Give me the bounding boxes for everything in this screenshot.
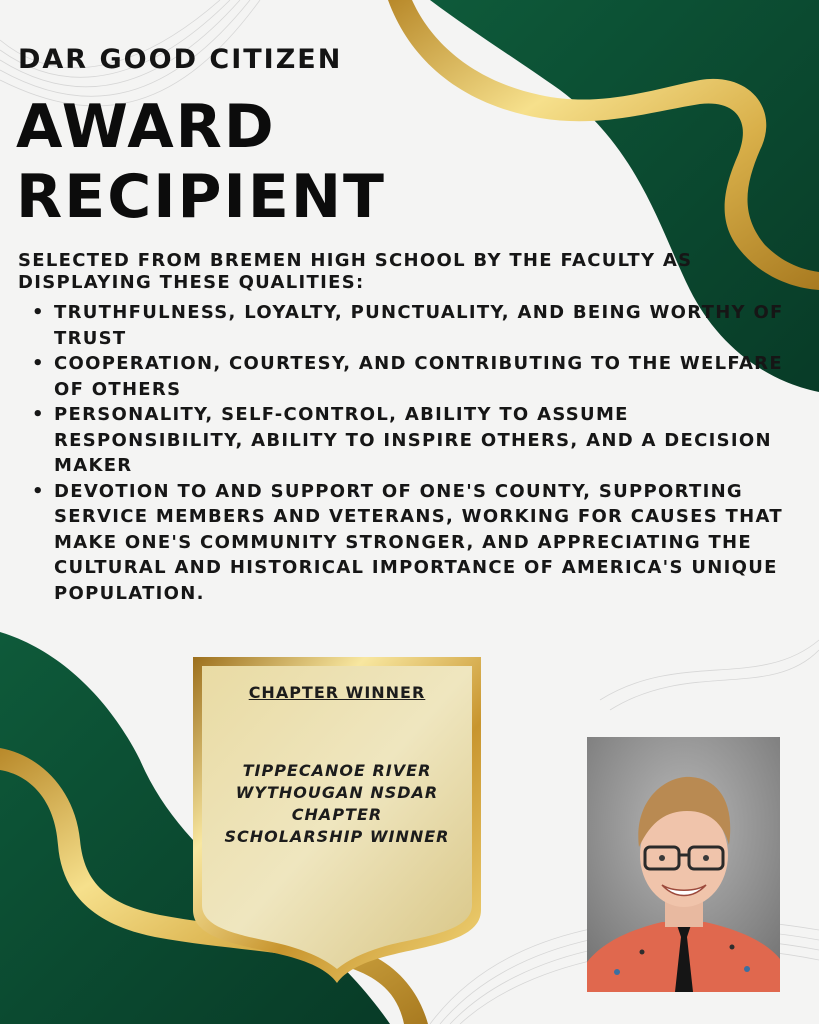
quality-item: • TRUTHFULNESS, LOYALTY, PUNCTUALITY, AND BEING WORTHY OF TRUST: [32, 300, 792, 351]
scholarship-text: [200, 760, 474, 848]
student-photo: [587, 737, 780, 992]
award-title: [16, 92, 386, 232]
award-title-line2: RECIPIENT: [16, 162, 386, 232]
selection-intro: SELECTED FROM BREMEN HIGH SCHOOL BY THE FACULTY AS DISPLAYING THESE QUALITIES:: [18, 250, 693, 293]
award-title-line1: AWARD: [16, 92, 276, 162]
quality-item: • COOPERATION, COURTESY, AND CONTRIBUTING TO THE WELFARE OF OTHERS: [32, 351, 792, 402]
scholarship-line: CHAPTER: [291, 805, 383, 824]
award-kicker: DAR GOOD CITIZEN: [18, 44, 343, 75]
chapter-winner-heading: CHAPTER WINNER: [248, 683, 426, 702]
quality-item: • PERSONALITY, SELF-CONTROL, ABILITY TO ASSUME RESPONSIBILITY, ABILITY TO INSPIRE OTHERS, AND A DECISION MAKER: [32, 402, 792, 479]
scholarship-line: TIPPECANOE RIVER: [242, 761, 432, 780]
qualities-list: [32, 300, 792, 606]
quality-item: • DEVOTION TO AND SUPPORT OF ONE'S COUNTY, SUPPORTING SERVICE MEMBERS AND VETERANS, WORKING FOR CAUSES THAT MAKE ONE'S COMMUNITY STRONGER, AND APPRECIATING THE CULTURAL AND HISTORICAL IMPORTANCE OF AMERICA'S UNIQUE POPULATION.: [32, 479, 792, 607]
scholarship-line: WYTHOUGAN NSDAR: [235, 783, 439, 802]
scholarship-line: SCHOLARSHIP WINNER: [224, 827, 450, 846]
